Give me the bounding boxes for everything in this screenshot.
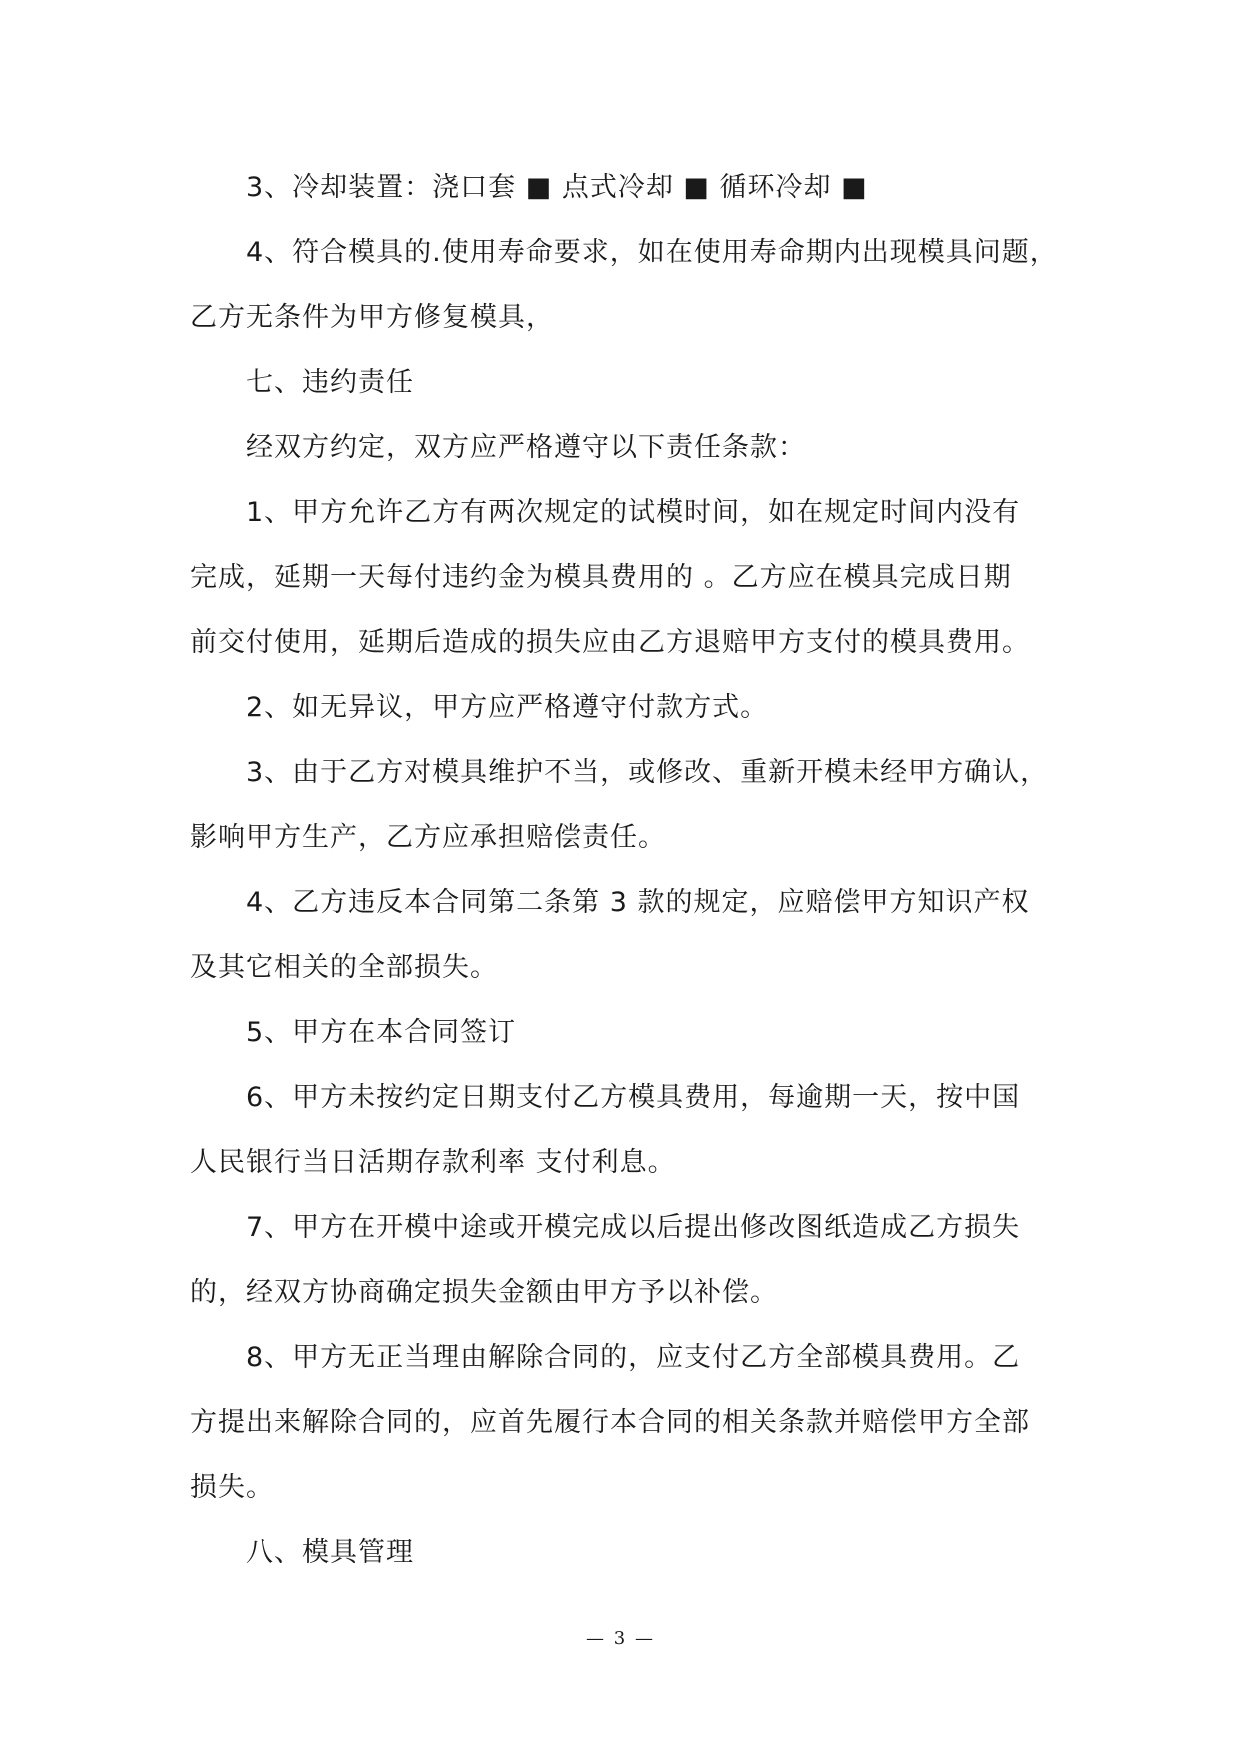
text-line: 前交付使用，延期后造成的损失应由乙方退赔甲方支付的模具费用。 xyxy=(190,627,1030,658)
text-line: 损失。 xyxy=(190,1472,274,1503)
text-line: 8、甲方无正当理由解除合同的，应支付乙方全部模具费用。乙 xyxy=(246,1342,1021,1373)
text-line: 影响甲方生产，乙方应承担赔偿责任。 xyxy=(190,822,666,853)
text-line: 4、符合模具的.使用寿命要求，如在使用寿命期内出现模具问题， xyxy=(246,237,1058,268)
text-line: 1、甲方允许乙方有两次规定的试模时间，如在规定时间内没有 xyxy=(246,497,1021,528)
page-number: — 3 — xyxy=(586,1628,655,1649)
text-line: 3、冷却装置：浇口套 ■ 点式冷却 ■ 循环冷却 ■ xyxy=(246,172,868,203)
text-line: 及其它相关的全部损失。 xyxy=(190,952,498,983)
text-line: 的，经双方协商确定损失金额由甲方予以补偿。 xyxy=(190,1277,778,1308)
text-line: 人民银行当日活期存款利率 支付利息。 xyxy=(190,1147,676,1178)
text-line: 经双方约定，双方应严格遵守以下责任条款： xyxy=(246,432,806,463)
text-line: 7、甲方在开模中途或开模完成以后提出修改图纸造成乙方损失 xyxy=(246,1212,1021,1243)
document-body xyxy=(190,155,1060,1585)
text-line: 乙方无条件为甲方修复模具， xyxy=(190,302,554,333)
section-heading: 七、违约责任 xyxy=(246,367,414,398)
text-line: 方提出来解除合同的，应首先履行本合同的相关条款并赔偿甲方全部 xyxy=(190,1407,1030,1438)
section-heading: 八、模具管理 xyxy=(246,1537,414,1568)
text-line: 6、甲方未按约定日期支付乙方模具费用，每逾期一天，按中国 xyxy=(246,1082,1021,1113)
text-line: 完成，延期一天每付违约金为模具费用的 。乙方应在模具完成日期 xyxy=(190,562,1012,593)
text-line: 2、如无异议，甲方应严格遵守付款方式。 xyxy=(246,692,769,723)
text-line: 5、甲方在本合同签订 xyxy=(246,1017,517,1048)
text-line: 3、由于乙方对模具维护不当，或修改、重新开模未经甲方确认， xyxy=(246,757,1049,788)
text-line: 4、乙方违反本合同第二条第 3 款的规定，应赔偿甲方知识产权 xyxy=(246,887,1030,918)
